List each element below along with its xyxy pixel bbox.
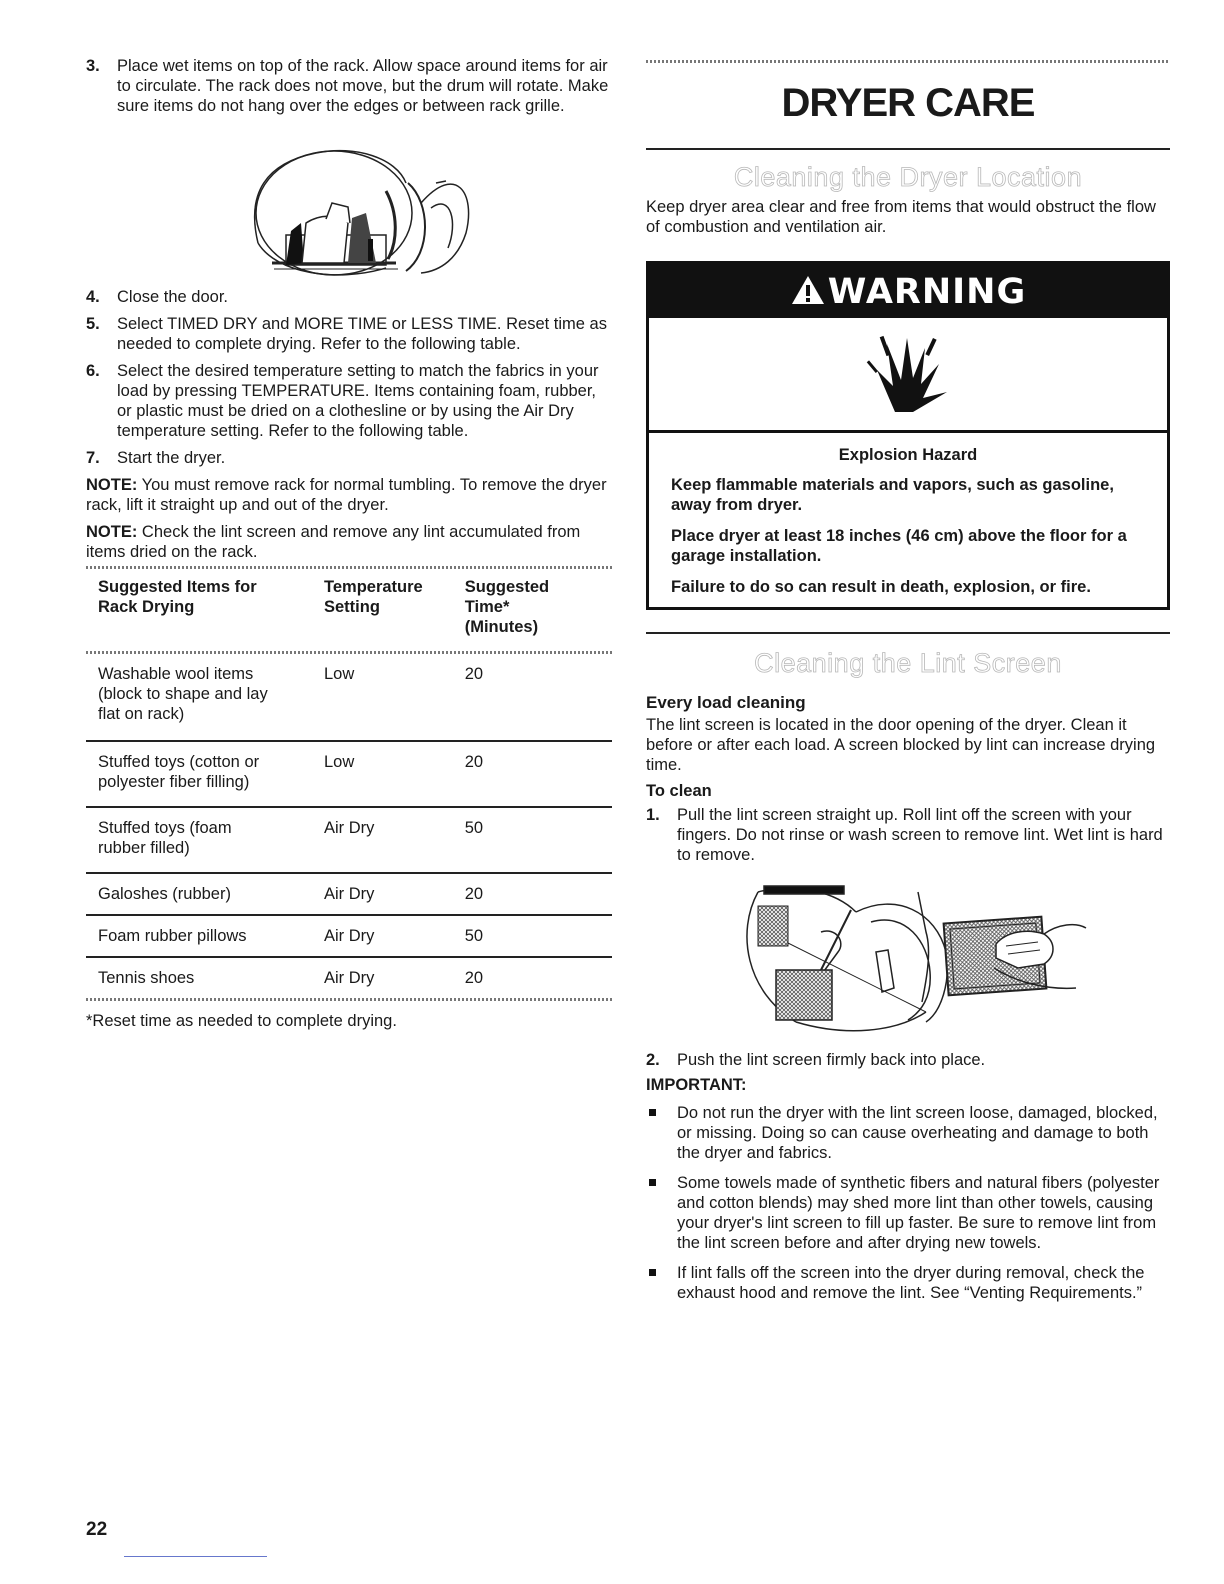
step-number: 1. <box>646 806 660 824</box>
section-heading-lint-screen: Cleaning the Lint Screen <box>754 648 1062 678</box>
table-cell: Stuffed toys (cotton or polyester fiber filling) <box>86 741 312 807</box>
table-header: Temperature Setting <box>324 578 423 616</box>
note-remove-rack <box>86 475 612 515</box>
warning-banner <box>649 264 1167 318</box>
bottom-rule <box>124 1556 267 1557</box>
note-label: NOTE: <box>86 523 138 541</box>
table-row <box>86 654 612 741</box>
table-cell: 50 <box>453 915 612 957</box>
warning-box <box>646 261 1170 610</box>
step-4 <box>86 287 612 307</box>
title-top-rule <box>646 60 1170 63</box>
table-footnote: *Reset time as needed to complete drying. <box>86 1012 397 1030</box>
warning-line: Place dryer at least 18 inches (46 cm) above the floor for a garage installation. <box>671 527 1127 565</box>
left-column <box>86 56 612 1031</box>
table-cell: 20 <box>453 654 612 741</box>
bullet-item <box>646 1173 1170 1253</box>
step-text: Start the dryer. <box>117 449 226 467</box>
section-rule <box>646 632 1170 634</box>
step-6 <box>86 361 612 441</box>
table-cell: Low <box>312 741 453 807</box>
page-number: 22 <box>86 1519 108 1540</box>
bullet-square-icon <box>649 1179 656 1186</box>
table-cell: 20 <box>453 741 612 807</box>
step-number: 5. <box>86 315 100 333</box>
step-5 <box>86 314 612 354</box>
section-rule <box>646 148 1170 150</box>
bullet-square-icon <box>649 1109 656 1116</box>
table-cell: Washable wool items (block to shape and lay flat on rack) <box>86 654 312 741</box>
page-title: DRYER CARE <box>781 81 1035 125</box>
table-cell: 20 <box>464 969 484 987</box>
step-text: Close the door. <box>117 288 228 306</box>
table-cell: Air Dry <box>312 873 453 915</box>
warning-icon-area <box>649 318 1167 433</box>
table-cell: Foam rubber pillows <box>86 915 312 957</box>
table-cell: Galoshes (rubber) <box>86 873 312 915</box>
step-number: 2. <box>646 1051 660 1069</box>
lint-screen-illustration <box>646 872 1170 1044</box>
note-label: NOTE: <box>86 476 138 494</box>
warning-triangle-icon <box>790 274 826 306</box>
steps-list <box>86 287 612 468</box>
table-cell: Low <box>312 654 453 741</box>
warning-text <box>649 433 1167 607</box>
note-text: You must remove rack for normal tumbling. To remove the dryer rack, lift it straight up and out of the dryer. <box>86 476 607 514</box>
note-check-lint <box>86 522 612 562</box>
step-7 <box>86 448 612 468</box>
note-text: Check the lint screen and remove any lint accumulated from items dried on the rack. <box>86 523 581 561</box>
right-column <box>646 56 1170 1313</box>
table-cell: Stuffed toys (foam rubber filled) <box>86 807 312 873</box>
warning-label: WARNING <box>827 272 1027 312</box>
drying-rack-illustration <box>86 123 612 281</box>
table-cell: 20 <box>453 873 612 915</box>
step-text: Pull the lint screen straight up. Roll lint off the screen with your fingers. Do not rinse or wash screen to remove lint. Wet lint is hard to remove. <box>677 806 1163 864</box>
warning-line: Keep flammable materials and vapors, such as gasoline, away from dryer. <box>671 476 1114 514</box>
to-clean-heading: To clean <box>646 782 712 800</box>
rack-drying-table <box>86 569 612 998</box>
bullet-text: Some towels made of synthetic fibers and natural fibers (polyester and cotton blends) may shed more lint than other towels, causing your dryer's lint screen to fill up faster. Be sure to remove lint from the lint screen before and after drying new towels. <box>677 1174 1160 1252</box>
step-3 <box>86 56 612 116</box>
step-number: 7. <box>86 449 100 467</box>
table-header: Suggested Items for Rack Drying <box>98 578 257 616</box>
bullet-square-icon <box>649 1269 656 1276</box>
important-heading: IMPORTANT: <box>646 1076 747 1094</box>
table-bottom-rule <box>86 998 612 1001</box>
dryer-location-text: Keep dryer area clear and free from items that would obstruct the flow of combustion and ventilation air. <box>646 198 1156 236</box>
table-row <box>86 741 612 807</box>
warning-hazard: Explosion Hazard <box>838 446 978 464</box>
section-heading-dryer-location: Cleaning the Dryer Location <box>733 162 1083 192</box>
explosion-icon <box>863 334 953 414</box>
table-cell: 50 <box>453 807 612 873</box>
table-row <box>86 873 612 915</box>
table-cell: Air Dry <box>324 969 375 987</box>
warning-line: Failure to do so can result in death, explosion, or fire. <box>671 578 1091 596</box>
step-text: Place wet items on top of the rack. Allow space around items for air to circulate. The rack does not move, but the drum will rotate. Make sure items do not hang over the edges or between rack grille. <box>117 57 609 115</box>
table-row <box>86 957 612 998</box>
table-row <box>86 915 612 957</box>
lint-step-2 <box>646 1050 1170 1070</box>
step-text: Push the lint screen firmly back into place. <box>677 1051 986 1069</box>
table-row <box>86 807 612 873</box>
table-cell: Tennis shoes <box>98 969 195 987</box>
table-header: Suggested Time* (Minutes) <box>464 578 550 636</box>
bullet-text: Do not run the dryer with the lint screen loose, damaged, blocked, or missing. Doing so can cause overheating and damage to both the dryer and fabrics. <box>677 1104 1158 1162</box>
step-number: 3. <box>86 57 100 75</box>
every-load-heading: Every load cleaning <box>646 693 806 712</box>
lint-screen-text: The lint screen is located in the door opening of the dryer. Clean it before or after each load. A screen blocked by lint can increase drying time. <box>646 716 1156 774</box>
lint-step-1 <box>646 805 1170 865</box>
step-text: Select TIMED DRY and MORE TIME or LESS TIME. Reset time as needed to complete drying. Refer to the following table. <box>117 315 607 353</box>
table-cell: Air Dry <box>312 807 453 873</box>
table-header-row <box>86 569 612 651</box>
table-cell: Air Dry <box>312 915 453 957</box>
step-number: 4. <box>86 288 100 306</box>
step-number: 6. <box>86 362 100 380</box>
bullet-text: If lint falls off the screen into the dryer during removal, check the exhaust hood and remove the lint. See “Venting Requirements.” <box>677 1264 1145 1302</box>
bullet-item <box>646 1263 1170 1303</box>
step-text: Select the desired temperature setting to match the fabrics in your load by pressing TEMPERATURE. Items containing foam, rubber, or plastic must be dried on a clothesline or by using the Air Dry temperature setting. Refer to the following table. <box>117 362 599 440</box>
bullet-item <box>646 1103 1170 1163</box>
